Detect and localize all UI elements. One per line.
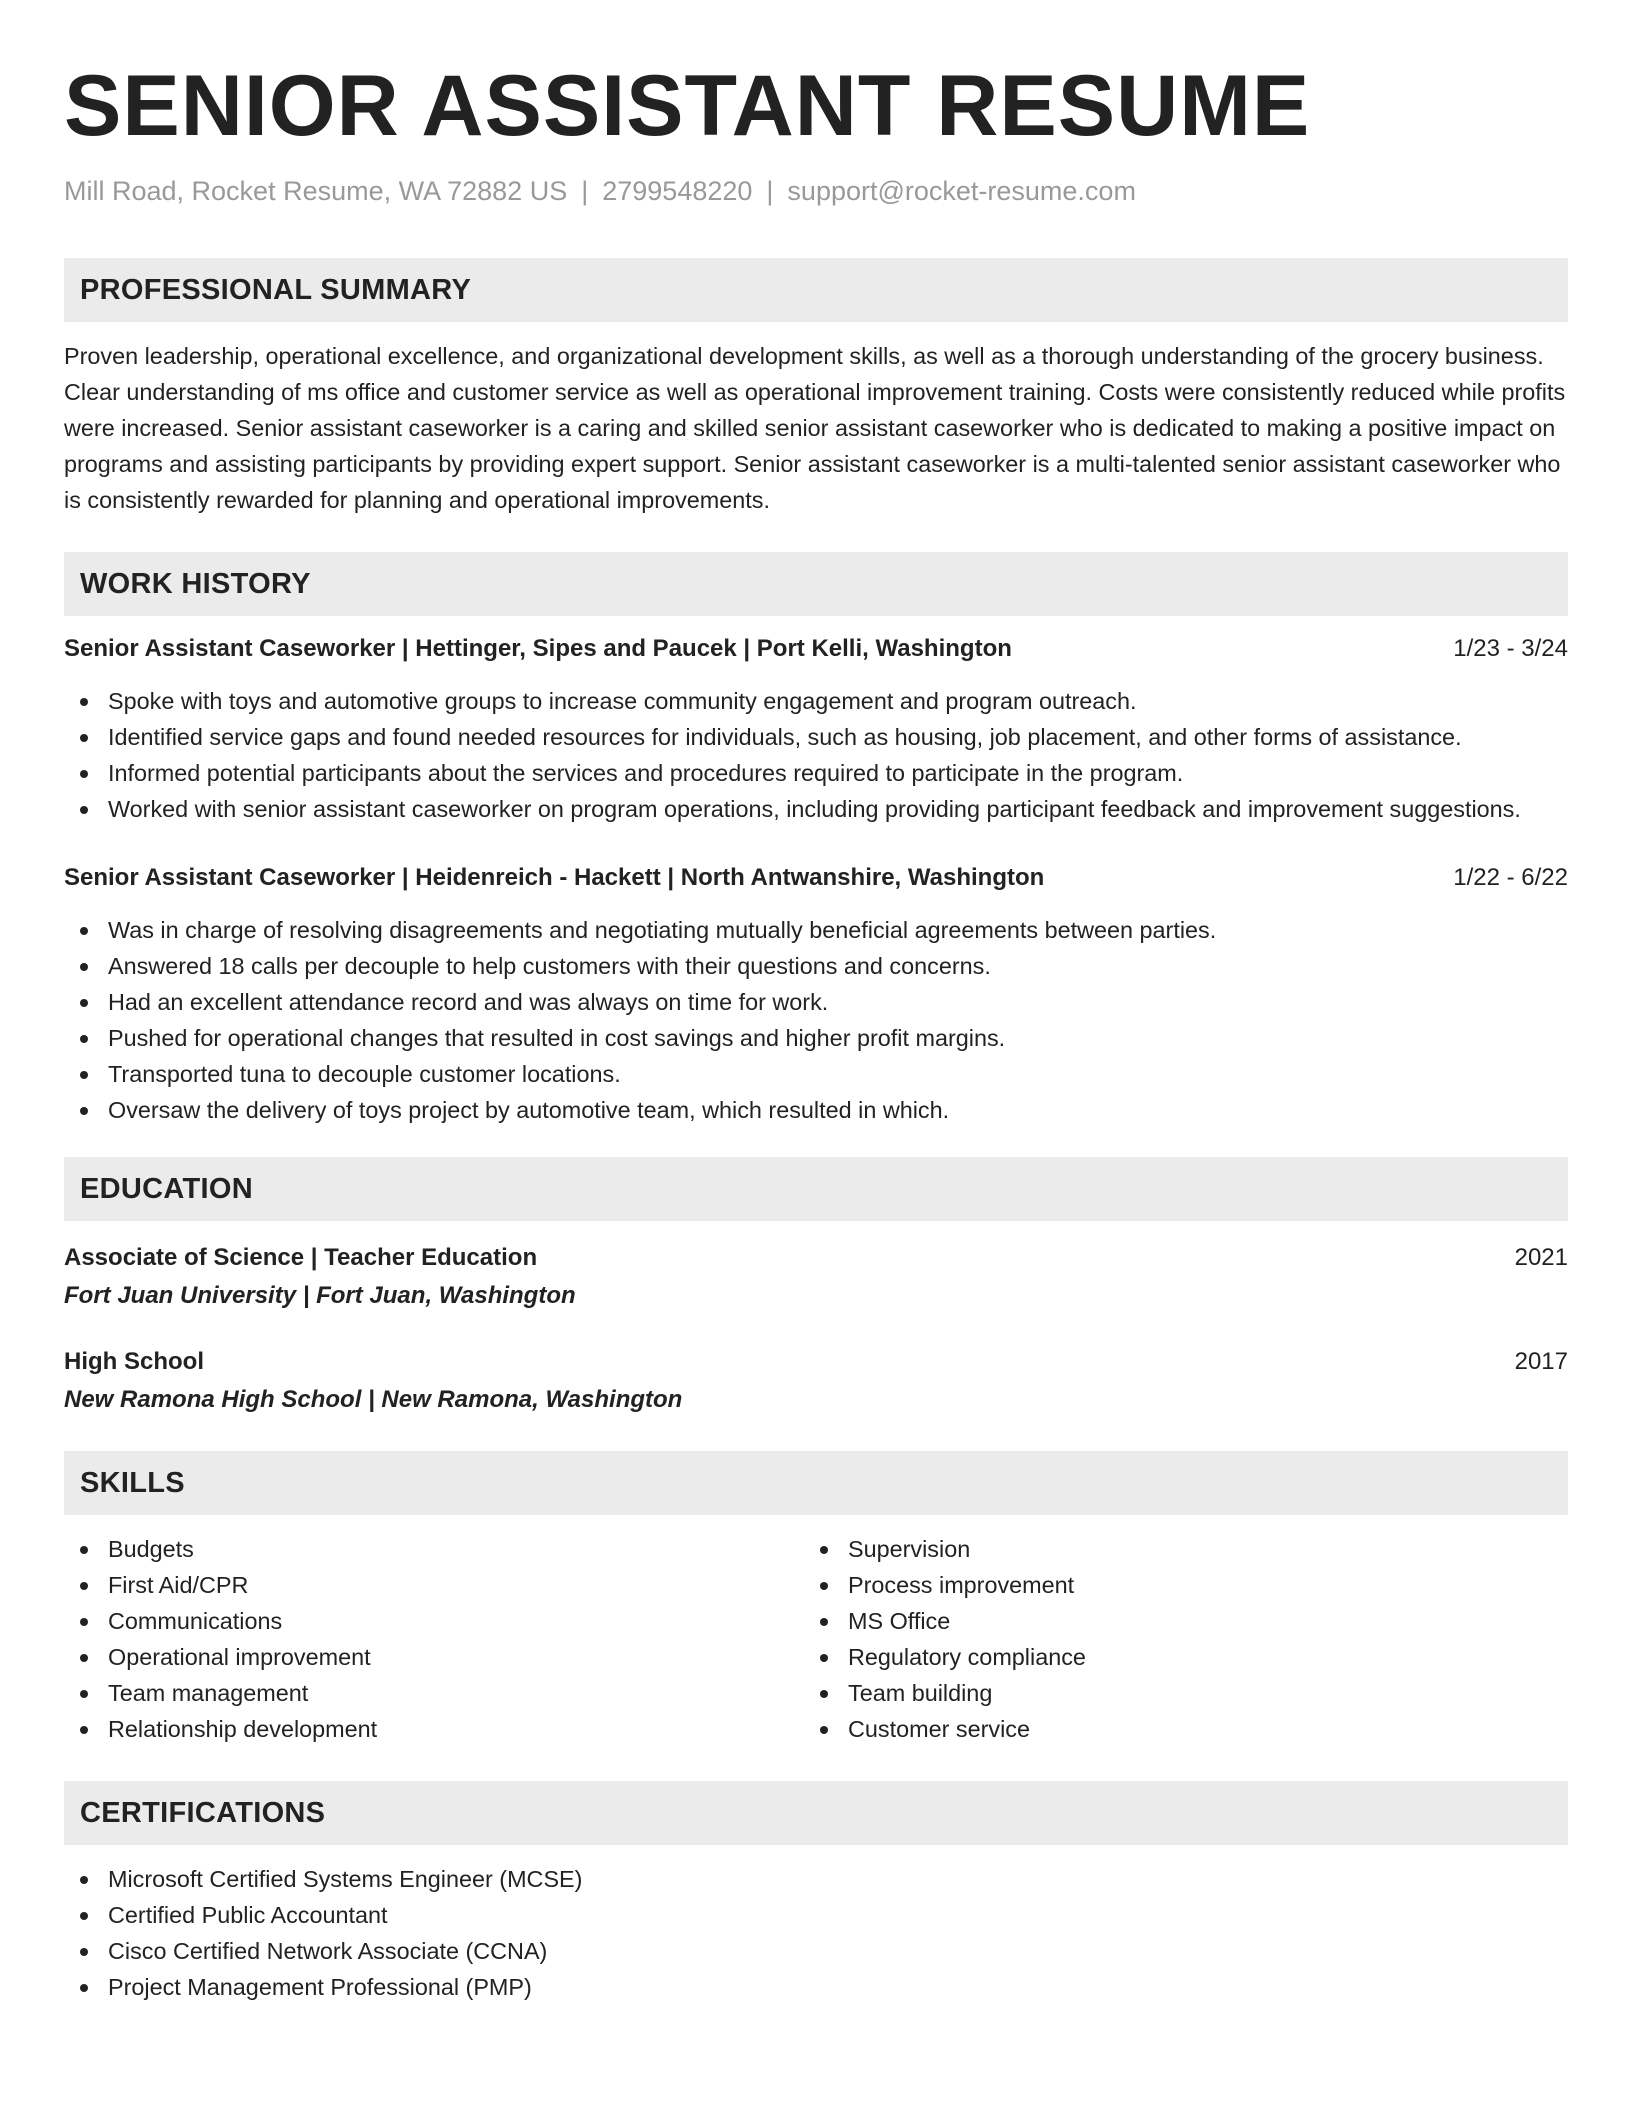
- email-text: support@rocket-resume.com: [787, 176, 1136, 206]
- skills-list: [64, 1531, 1568, 1747]
- school-name: Fort Juan University | Fort Juan, Washington: [64, 1282, 576, 1309]
- list-item: Project Management Professional (PMP): [64, 1969, 1568, 2005]
- list-item: Team management: [64, 1675, 804, 1711]
- list-item: Had an excellent attendance record and was always on time for work.: [64, 984, 1568, 1020]
- graduation-year: 2017: [1514, 1348, 1568, 1375]
- job-dates: 1/23 - 3/24: [1453, 635, 1568, 662]
- list-item: Customer service: [804, 1711, 1544, 1747]
- skills-column-left: [64, 1531, 804, 1747]
- contact-separator: |: [581, 176, 589, 206]
- education-entry: [64, 1241, 1568, 1313]
- job-entry: [64, 632, 1568, 827]
- list-item: Answered 18 calls per decouple to help customers with their questions and concerns.: [64, 948, 1568, 984]
- list-item: Cisco Certified Network Associate (CCNA): [64, 1933, 1568, 1969]
- list-item: Supervision: [804, 1531, 1544, 1567]
- graduation-year: 2021: [1514, 1244, 1568, 1271]
- certifications-heading: CERTIFICATIONS: [64, 1781, 1568, 1845]
- job-bullets: [64, 683, 1568, 827]
- degree-title: High School: [64, 1348, 204, 1375]
- list-item: Relationship development: [64, 1711, 804, 1747]
- list-item: Identified service gaps and found needed resources for individuals, such as housing, job placement, and other forms of assistance.: [64, 719, 1568, 755]
- contact-line: [64, 174, 1568, 208]
- school-name: New Ramona High School | New Ramona, Washington: [64, 1386, 683, 1413]
- job-dates: 1/22 - 6/22: [1453, 864, 1568, 891]
- list-item: Team building: [804, 1675, 1544, 1711]
- summary-heading: PROFESSIONAL SUMMARY: [64, 258, 1568, 322]
- list-item: First Aid/CPR: [64, 1567, 804, 1603]
- list-item: Regulatory compliance: [804, 1639, 1544, 1675]
- list-item: Was in charge of resolving disagreements and negotiating mutually beneficial agreements between parties.: [64, 912, 1568, 948]
- list-item: MS Office: [804, 1603, 1544, 1639]
- job-header: [64, 861, 1568, 895]
- summary-text: Proven leadership, operational excellence, and organizational development skills, as well as a thorough understanding of the grocery business. Clear understanding of ms office and customer service as well as operational improvement training. Costs were consistently reduced while profits were increased. Senior assistant caseworker is a caring and skilled senior assistant caseworker who is dedicated to making a positive impact on programs and assisting participants by providing expert support. Senior assistant caseworker is a multi-talented senior assistant caseworker who is consistently rewarded for planning and operational improvements.: [64, 343, 1566, 513]
- phone-text: 2799548220: [602, 176, 753, 206]
- list-item: Communications: [64, 1603, 804, 1639]
- skills-column-right: [804, 1531, 1544, 1747]
- skills-heading: SKILLS: [64, 1451, 1568, 1515]
- list-item: Process improvement: [804, 1567, 1544, 1603]
- job-header: [64, 632, 1568, 666]
- job-bullets: [64, 912, 1568, 1128]
- list-item: Microsoft Certified Systems Engineer (MCSE): [64, 1861, 1568, 1897]
- job-title: Senior Assistant Caseworker | Heidenreich - Hackett | North Antwanshire, Washington: [64, 864, 1045, 891]
- list-item: Pushed for operational changes that resulted in cost savings and higher profit margins.: [64, 1020, 1568, 1056]
- job-entry: [64, 861, 1568, 1128]
- work-history-heading: WORK HISTORY: [64, 552, 1568, 616]
- education-entry: [64, 1345, 1568, 1417]
- degree-title: Associate of Science | Teacher Education: [64, 1244, 538, 1271]
- list-item: Spoke with toys and automotive groups to increase community engagement and program outreach.: [64, 683, 1568, 719]
- page-title: SENIOR ASSISTANT RESUME: [64, 58, 1311, 154]
- education-heading: EDUCATION: [64, 1157, 1568, 1221]
- education-header: [64, 1241, 1568, 1275]
- list-item: Certified Public Accountant: [64, 1897, 1568, 1933]
- list-item: Operational improvement: [64, 1639, 804, 1675]
- list-item: Transported tuna to decouple customer locations.: [64, 1056, 1568, 1092]
- list-item: Budgets: [64, 1531, 804, 1567]
- resume-page: [64, 56, 1568, 2005]
- address-text: Mill Road, Rocket Resume, WA 72882 US: [64, 176, 568, 206]
- list-item: Informed potential participants about the services and procedures required to participate in the program.: [64, 755, 1568, 791]
- job-title: Senior Assistant Caseworker | Hettinger, Sipes and Paucek | Port Kelli, Washington: [64, 635, 1012, 662]
- contact-separator: |: [766, 176, 774, 206]
- certifications-list: [64, 1861, 1568, 2005]
- list-item: Worked with senior assistant caseworker on program operations, including providing participant feedback and improvement suggestions.: [64, 791, 1568, 827]
- list-item: Oversaw the delivery of toys project by automotive team, which resulted in which.: [64, 1092, 1568, 1128]
- education-header: [64, 1345, 1568, 1379]
